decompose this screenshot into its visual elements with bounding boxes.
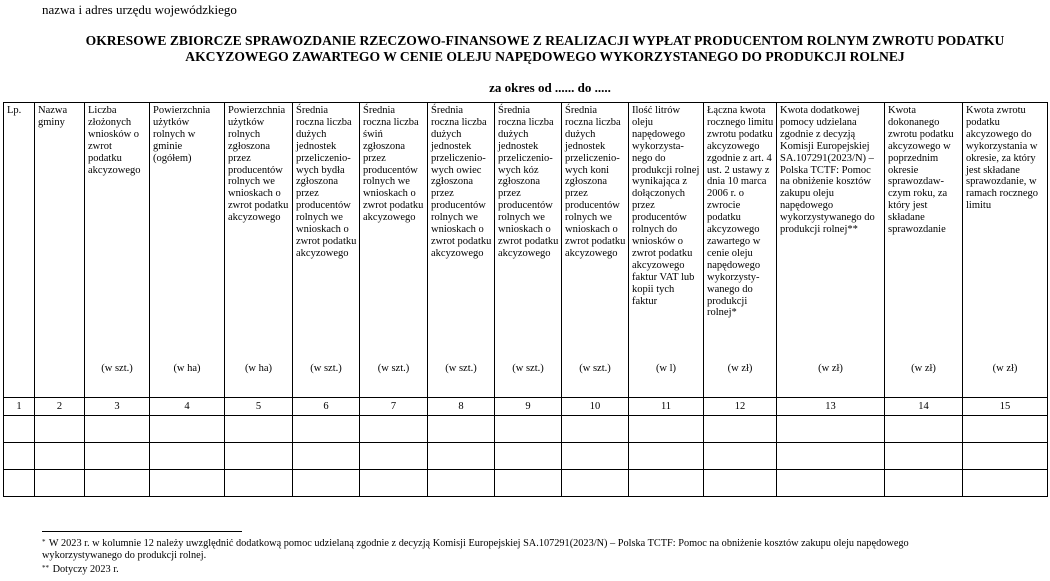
column-unit: (w zł)	[911, 363, 936, 375]
column-number: 10	[562, 398, 629, 416]
column-header-text: Łączna kwota rocznego limitu zwrotu podatku akcyzowego zgodnie z art. 4 ust. 2 ustawy z dnia 10 marca 2006 r. o zwrocie podatku akcyzowego zawartego w cenie oleju napędowego wykorzysty-wanego do produkcji rolnej*	[707, 105, 774, 319]
table-cell[interactable]	[4, 443, 35, 470]
table-cell[interactable]	[963, 443, 1048, 470]
table-cell[interactable]	[150, 416, 225, 443]
footnote-1	[42, 538, 1042, 562]
column-header-12	[704, 103, 777, 398]
column-unit: (w zł)	[992, 363, 1018, 375]
table-cell[interactable]	[35, 470, 85, 497]
column-unit: (w l)	[655, 363, 677, 375]
column-header-14	[885, 103, 963, 398]
column-number: 5	[225, 398, 293, 416]
column-number: 12	[704, 398, 777, 416]
table-cell[interactable]	[360, 470, 428, 497]
column-number: 8	[428, 398, 495, 416]
table-cell[interactable]	[885, 416, 963, 443]
footnote-2-text: Dotyczy 2023 r.	[52, 564, 119, 575]
footnote-2-mark: **	[42, 564, 49, 572]
column-header-10	[562, 103, 629, 398]
column-header-1	[4, 103, 35, 398]
column-header-2	[35, 103, 85, 398]
table-cell[interactable]	[562, 443, 629, 470]
column-unit: (w szt.)	[101, 363, 133, 375]
column-unit: (w szt.)	[377, 363, 410, 375]
column-unit: (w szt.)	[310, 363, 342, 375]
column-number: 1	[4, 398, 35, 416]
column-header-8	[428, 103, 495, 398]
column-number: 15	[963, 398, 1048, 416]
table-cell[interactable]	[85, 470, 150, 497]
table-cell[interactable]	[85, 443, 150, 470]
table-cell[interactable]	[562, 470, 629, 497]
table-cell[interactable]	[4, 416, 35, 443]
column-unit: (w zł)	[727, 363, 753, 375]
column-number: 13	[777, 398, 885, 416]
table-cell[interactable]	[360, 416, 428, 443]
table-cell[interactable]	[150, 470, 225, 497]
table-cell[interactable]	[4, 470, 35, 497]
table-cell[interactable]	[360, 443, 428, 470]
column-unit: (w szt.)	[579, 363, 611, 375]
footnote-1-text: W 2023 r. w kolumnie 12 należy uwzględnić dodatkową pomoc udzielaną zgodnie z decyzją Komisji Europejskiej SA.107291(2023/N) – Polska TCTF: Pomoc na obniżenie kosztów zakupu oleju napędowego	[48, 538, 909, 549]
column-header-6	[293, 103, 360, 398]
column-number: 14	[885, 398, 963, 416]
column-header-text: Powierzchnia użytków rolnych w gminie (ogółem)	[153, 105, 211, 164]
table-cell[interactable]	[495, 443, 562, 470]
column-number: 3	[85, 398, 150, 416]
table-cell[interactable]	[428, 470, 495, 497]
column-number-row	[4, 398, 1048, 416]
table-cell[interactable]	[85, 416, 150, 443]
table-cell[interactable]	[885, 443, 963, 470]
table-cell[interactable]	[35, 443, 85, 470]
column-header-15	[963, 103, 1048, 398]
table-cell[interactable]	[704, 443, 777, 470]
column-unit: (w szt.)	[445, 363, 477, 375]
column-number: 9	[495, 398, 562, 416]
table-cell[interactable]	[428, 443, 495, 470]
column-header-text: Średnia roczna liczba świń zgłoszona przez producentów rolnych we wnioskach o zwrot podatku akcyzowego	[363, 105, 424, 224]
footnote-1-text-cont: wykorzystywanego do produkcji rolnej.	[42, 550, 207, 561]
table-cell[interactable]	[629, 470, 704, 497]
column-number: 11	[629, 398, 704, 416]
column-header-11	[629, 103, 704, 398]
table-row	[4, 443, 1048, 470]
table-cell[interactable]	[562, 416, 629, 443]
column-unit: (w ha)	[244, 363, 273, 375]
column-header-text: Ilość litrów oleju napędowego wykorzysta-nego do produkcji rolnej wynikająca z dołączonych przez producentów rolnych do wniosków o zwrot podatku akcyzowego faktur VAT lub kopii tych faktur	[632, 105, 700, 307]
table-cell[interactable]	[777, 470, 885, 497]
header-row	[4, 103, 1048, 398]
column-header-9	[495, 103, 562, 398]
column-number: 2	[35, 398, 85, 416]
column-header-4	[150, 103, 225, 398]
table-row	[4, 470, 1048, 497]
table-cell[interactable]	[428, 416, 495, 443]
column-header-3	[85, 103, 150, 398]
table-cell[interactable]	[777, 443, 885, 470]
table-cell[interactable]	[777, 416, 885, 443]
table-cell[interactable]	[704, 470, 777, 497]
footnote-1-mark: *	[42, 538, 46, 546]
column-header-text: Kwota dodatkowej pomocy udzielana zgodnie z decyzją Komisji Europejskiej SA.107291(2023/N) – Polska TCTF: Pomoc na obniżenie kosztów zakupu oleju napędowego wykorzystywanego do produkcji rolnej**	[780, 105, 875, 236]
report-title-line-1: OKRESOWE ZBIORCZE SPRAWOZDANIE RZECZOWO-FINANSOWE Z REALIZACJI WYPŁAT PRODUCENTOM ROLNYM ZWROTU PODATKU	[85, 33, 1005, 48]
table-cell[interactable]	[629, 416, 704, 443]
table-cell[interactable]	[963, 470, 1048, 497]
column-header-text: Średnia roczna liczba dużych jednostek przeliczenio-wych koni zgłoszona przez producentów rolnych we wnioskach o zwrot podatku akcyzowego	[565, 105, 626, 259]
column-unit: (w zł)	[818, 363, 843, 375]
report-title-line-2: AKCYZOWEGO ZAWARTEGO W CENIE OLEJU NAPĘDOWEGO WYKORZYSTANEGO DO PRODUKCJI ROLNEJ	[185, 49, 905, 64]
column-header-text: Kwota zwrotu podatku akcyzowego do wykorzystania w okresie, za który jest składane sprawozdanie, w ramach rocznego limitu	[966, 105, 1038, 212]
table-cell[interactable]	[963, 416, 1048, 443]
table-cell[interactable]	[629, 443, 704, 470]
column-number: 7	[360, 398, 428, 416]
office-name-label: nazwa i adres urzędu wojewódzkiego	[42, 2, 237, 17]
column-header-text: Powierzchnia użytków rolnych zgłoszona przez producentów rolnych we wnioskach o zwrot podatku akcyzowego	[228, 105, 289, 224]
column-unit: (w ha)	[173, 363, 201, 375]
column-header-7	[360, 103, 428, 398]
footnote-2	[42, 564, 1042, 576]
table-cell[interactable]	[293, 470, 360, 497]
column-header-text: Średnia roczna liczba dużych jednostek przeliczenio-wych owiec zgłoszona przez producentów rolnych we wnioskach o zwrot podatku akcyzowego	[431, 105, 492, 259]
column-header-text: Kwota dokonanego zwrotu podatku akcyzowego w poprzednim okresie sprawozdaw-czym roku, za który jest składane sprawozdanie	[888, 105, 954, 236]
table-row	[4, 416, 1048, 443]
footnote-separator	[42, 531, 242, 532]
column-header-text: Nazwa gminy	[38, 105, 68, 128]
report-title	[40, 33, 1050, 65]
table-cell[interactable]	[150, 443, 225, 470]
column-header-text: Średnia roczna liczba dużych jednostek przeliczenio-wych bydła zgłoszona przez producentów rolnych we wnioskach o zwrot podatku akcyzowego	[296, 105, 357, 259]
report-period: za okres od ...... do .....	[489, 80, 611, 95]
column-header-text: Liczba złożonych wniosków o zwrot podatku akcyzowego	[88, 105, 141, 176]
column-unit: (w szt.)	[512, 363, 544, 375]
column-header-text: Lp.	[7, 105, 22, 116]
column-number: 4	[150, 398, 225, 416]
column-header-13	[777, 103, 885, 398]
table-cell[interactable]	[495, 470, 562, 497]
column-header-5	[225, 103, 293, 398]
table-cell[interactable]	[225, 443, 293, 470]
table-cell[interactable]	[704, 416, 777, 443]
column-header-text: Średnia roczna liczba dużych jednostek przeliczenio-wych kóz zgłoszona przez producentów rolnych we wnioskach o zwrot podatku akcyzowego	[498, 105, 559, 259]
table-cell[interactable]	[35, 416, 85, 443]
table-cell[interactable]	[225, 470, 293, 497]
table-cell[interactable]	[495, 416, 562, 443]
table-cell[interactable]	[293, 416, 360, 443]
report-table	[3, 102, 1048, 497]
column-number: 6	[293, 398, 360, 416]
table-cell[interactable]	[293, 443, 360, 470]
table-cell[interactable]	[225, 416, 293, 443]
table-cell[interactable]	[885, 470, 963, 497]
